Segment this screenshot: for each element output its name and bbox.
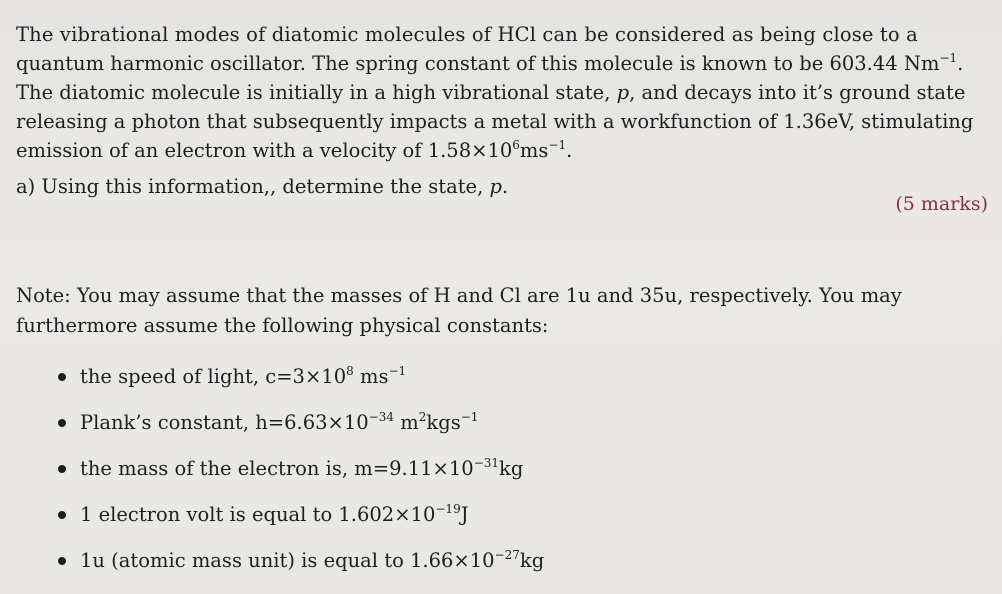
superscript: 2 bbox=[418, 410, 427, 424]
superscript: −31 bbox=[473, 456, 500, 470]
question-line bbox=[16, 78, 991, 107]
unit: ms bbox=[353, 365, 389, 388]
variable-p: p bbox=[616, 81, 630, 104]
bullet-icon bbox=[58, 465, 66, 473]
punctuation: . bbox=[957, 52, 964, 75]
unit: ms bbox=[519, 139, 549, 162]
question-text bbox=[16, 20, 991, 165]
constant-text: 1u (atomic mass unit) is equal to 1.66×10 bbox=[80, 549, 495, 572]
constants-list bbox=[58, 362, 544, 592]
superscript: −19 bbox=[435, 502, 461, 516]
question-line bbox=[16, 107, 991, 136]
question-line-text: The diatomic molecule is initially in a high vibrational state, bbox=[16, 81, 617, 104]
unit: kg bbox=[519, 549, 545, 572]
question-line-text: quantum harmonic oscillator. The spring constant of this molecule is known to be 603.44 Nm bbox=[16, 52, 940, 75]
superscript: −34 bbox=[368, 410, 395, 424]
constant-item-electron-volt bbox=[58, 500, 544, 546]
unit: J bbox=[460, 503, 469, 526]
constant-item-electron-mass bbox=[58, 454, 544, 500]
note-line: Note: You may assume that the masses of H and Cl are 1u and 35u, respectively. You may bbox=[16, 284, 902, 307]
superscript: −1 bbox=[388, 364, 407, 378]
constant-item-atomic-mass-unit bbox=[58, 546, 544, 592]
punctuation: . bbox=[501, 175, 509, 198]
constant-text: the speed of light, c=3×10 bbox=[80, 365, 347, 388]
question-line bbox=[16, 49, 991, 78]
question-line bbox=[16, 20, 991, 49]
bullet-icon bbox=[58, 419, 66, 427]
bullet-icon bbox=[58, 373, 66, 381]
constant-text: Plank’s constant, h=6.63×10 bbox=[80, 411, 369, 434]
constant-item-plank bbox=[58, 408, 544, 454]
question-line-text: emission of an electron with a velocity of 1.58×10 bbox=[16, 139, 513, 162]
constant-text: 1 electron volt is equal to 1.602×10 bbox=[80, 503, 436, 526]
marks-label: (5 marks) bbox=[895, 193, 988, 215]
unit: m bbox=[394, 411, 419, 434]
question-line bbox=[16, 136, 991, 165]
constant-text: the mass of the electron is, m=9.11×10 bbox=[80, 457, 474, 480]
unit: kg bbox=[499, 457, 524, 480]
part-a-prompt bbox=[16, 172, 508, 201]
part-a-text: a) Using this information,, determine the state, bbox=[16, 175, 490, 198]
question-line-text: releasing a photon that subsequently impacts a metal with a workfunction of 1.36eV, stimulating bbox=[16, 110, 974, 133]
superscript: −1 bbox=[939, 51, 958, 65]
note-text bbox=[16, 281, 991, 341]
punctuation: . bbox=[566, 139, 573, 162]
superscript: −27 bbox=[494, 548, 520, 562]
superscript: −1 bbox=[460, 410, 479, 424]
superscript: 8 bbox=[346, 364, 354, 378]
question-line-text: The vibrational modes of diatomic molecules of HCl can be considered as being close to a bbox=[16, 23, 918, 46]
unit: kgs bbox=[426, 411, 461, 434]
note-line: furthermore assume the following physical constants: bbox=[16, 314, 549, 337]
constant-item-speed-of-light bbox=[58, 362, 544, 408]
bullet-icon bbox=[58, 511, 66, 519]
bullet-icon bbox=[58, 557, 66, 565]
variable-p: p bbox=[489, 175, 502, 198]
question-line-text: , and decays into it’s ground state bbox=[629, 81, 966, 104]
superscript: −1 bbox=[548, 138, 567, 152]
superscript: 6 bbox=[512, 138, 520, 152]
